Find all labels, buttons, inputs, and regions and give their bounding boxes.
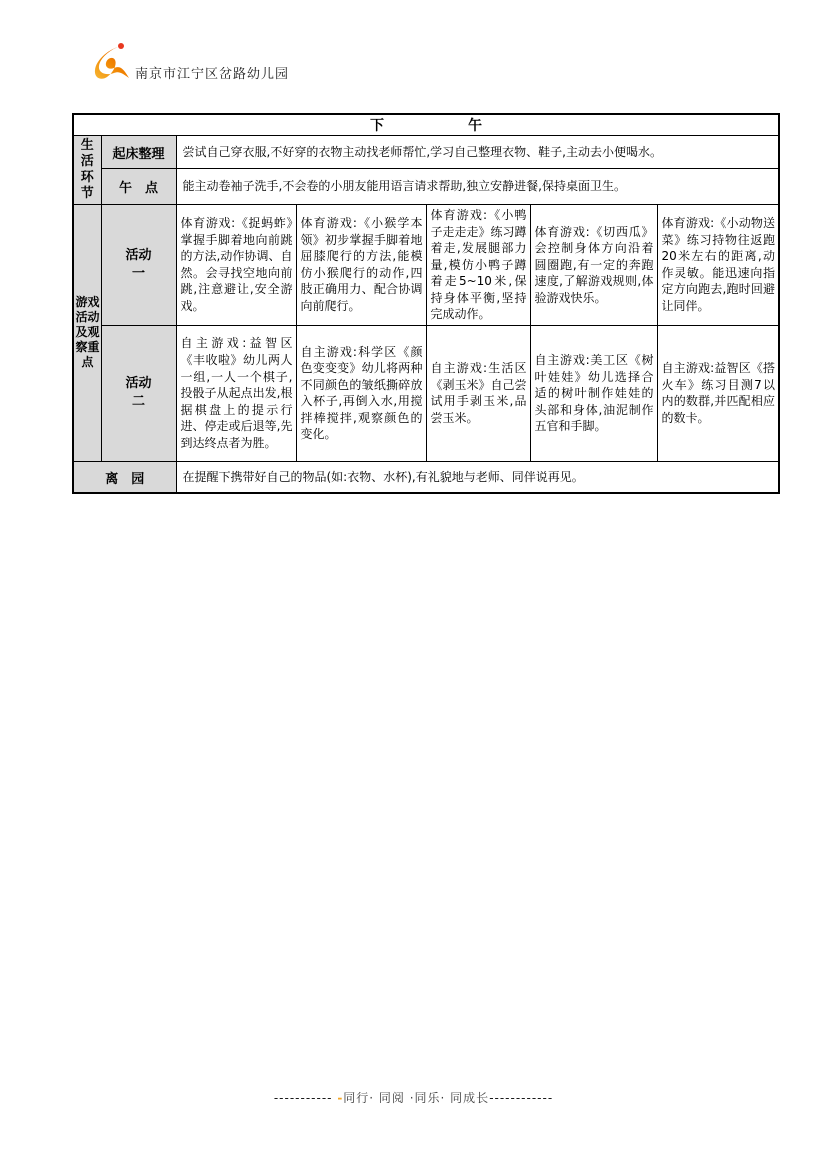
row-activity-2 xyxy=(73,325,779,461)
kindergarten-logo-icon xyxy=(88,40,132,84)
activity-2-label xyxy=(101,325,176,461)
game-section-header-text: 游戏活动及观察重点 xyxy=(75,295,100,370)
brand-header xyxy=(88,40,289,84)
activity-1-cell-5: 体育游戏:《小动物送菜》练习持物往返跑20米左右的距离,动作灵敏。能迅速向指定方向跑去,跑时回避让同伴。 xyxy=(657,205,779,326)
life-section-header xyxy=(73,136,101,205)
life-section-header-text: 生活环节 xyxy=(80,137,94,202)
row-activity-1 xyxy=(73,205,779,326)
leave-label: 离 园 xyxy=(73,461,176,493)
afternoon-schedule-table xyxy=(72,113,780,494)
row-afternoon-snack xyxy=(73,169,779,205)
table-title-row xyxy=(73,114,779,136)
activity-2-cell-4: 自主游戏:美工区《树叶娃娃》幼儿选择合适的树叶制作娃娃的头部和身体,油泥制作五官和手脚。 xyxy=(530,325,657,461)
activity-2-label-text: 活动二 xyxy=(125,376,152,410)
activity-1-cell-1: 体育游戏:《捉蚂蚱》掌握手脚着地向前跳的方法,动作协调、自然。会寻找空地向前跳,注意避让,安全游戏。 xyxy=(176,205,296,326)
row-leave xyxy=(73,461,779,493)
rise-tidy-content: 尝试自己穿衣服,不好穿的衣物主动找老师帮忙,学习自己整理衣物、鞋子,主动去小便喝水。 xyxy=(176,136,779,169)
table-title: 下 午 xyxy=(73,114,779,136)
activity-2-cell-5: 自主游戏:益智区《搭火车》练习目测7以内的数群,并匹配相应的数卡。 xyxy=(657,325,779,461)
game-section-header xyxy=(73,205,101,462)
footer-accent-dash: - xyxy=(337,1091,344,1105)
leave-content: 在提醒下携带好自己的物品(如:衣物、水杯),有礼貌地与老师、同伴说再见。 xyxy=(176,461,779,493)
activity-1-label-text: 活动一 xyxy=(125,247,152,281)
snack-content: 能主动卷袖子洗手,不会卷的小朋友能用语言请求帮助,独立安静进餐,保持桌面卫生。 xyxy=(176,169,779,205)
activity-1-cell-2: 体育游戏:《小猴学本领》初步掌握手脚着地屈膝爬行的方法,能模仿小猴爬行的动作,四肢正确用力、配合协调向前爬行。 xyxy=(296,205,426,326)
activity-1-cell-4: 体育游戏:《切西瓜》会控制身体方向沿着圆圈跑,有一定的奔跑速度,了解游戏规则,体验游戏快乐。 xyxy=(530,205,657,326)
snack-label: 午 点 xyxy=(101,169,176,205)
activity-2-cell-3: 自主游戏:生活区《剥玉米》自己尝试用手剥玉米,品尝玉米。 xyxy=(426,325,530,461)
activity-1-cell-3: 体育游戏:《小鸭子走走走》练习蹲着走,发展腿部力量,模仿小鸭子蹲着走5~10米,保持身体平衡,坚持完成动作。 xyxy=(426,205,530,326)
footer-slogan-text: 同行· 同阅 ·同乐· 同成长 xyxy=(343,1091,490,1105)
footer-slogan xyxy=(0,1089,827,1106)
rise-tidy-label: 起床整理 xyxy=(101,136,176,169)
activity-2-cell-1: 自主游戏:益智区《丰收啦》幼儿两人一组,一人一个棋子,投骰子从起点出发,根据棋盘上的提示行进、停走或后退等,先到达终点者为胜。 xyxy=(176,325,296,461)
footer-dashes-left: ----------- xyxy=(273,1091,333,1105)
row-rise-tidy xyxy=(73,136,779,169)
org-name: 南京市江宁区岔路幼儿园 xyxy=(135,67,290,82)
activity-1-label xyxy=(101,205,176,326)
activity-2-cell-2: 自主游戏:科学区《颜色变变变》幼儿将两种不同颜色的皱纸撕碎放入杯子,再倒入水,用搅拌棒搅拌,观察颜色的变化。 xyxy=(296,325,426,461)
footer-dashes-right: ------------ xyxy=(489,1091,554,1105)
